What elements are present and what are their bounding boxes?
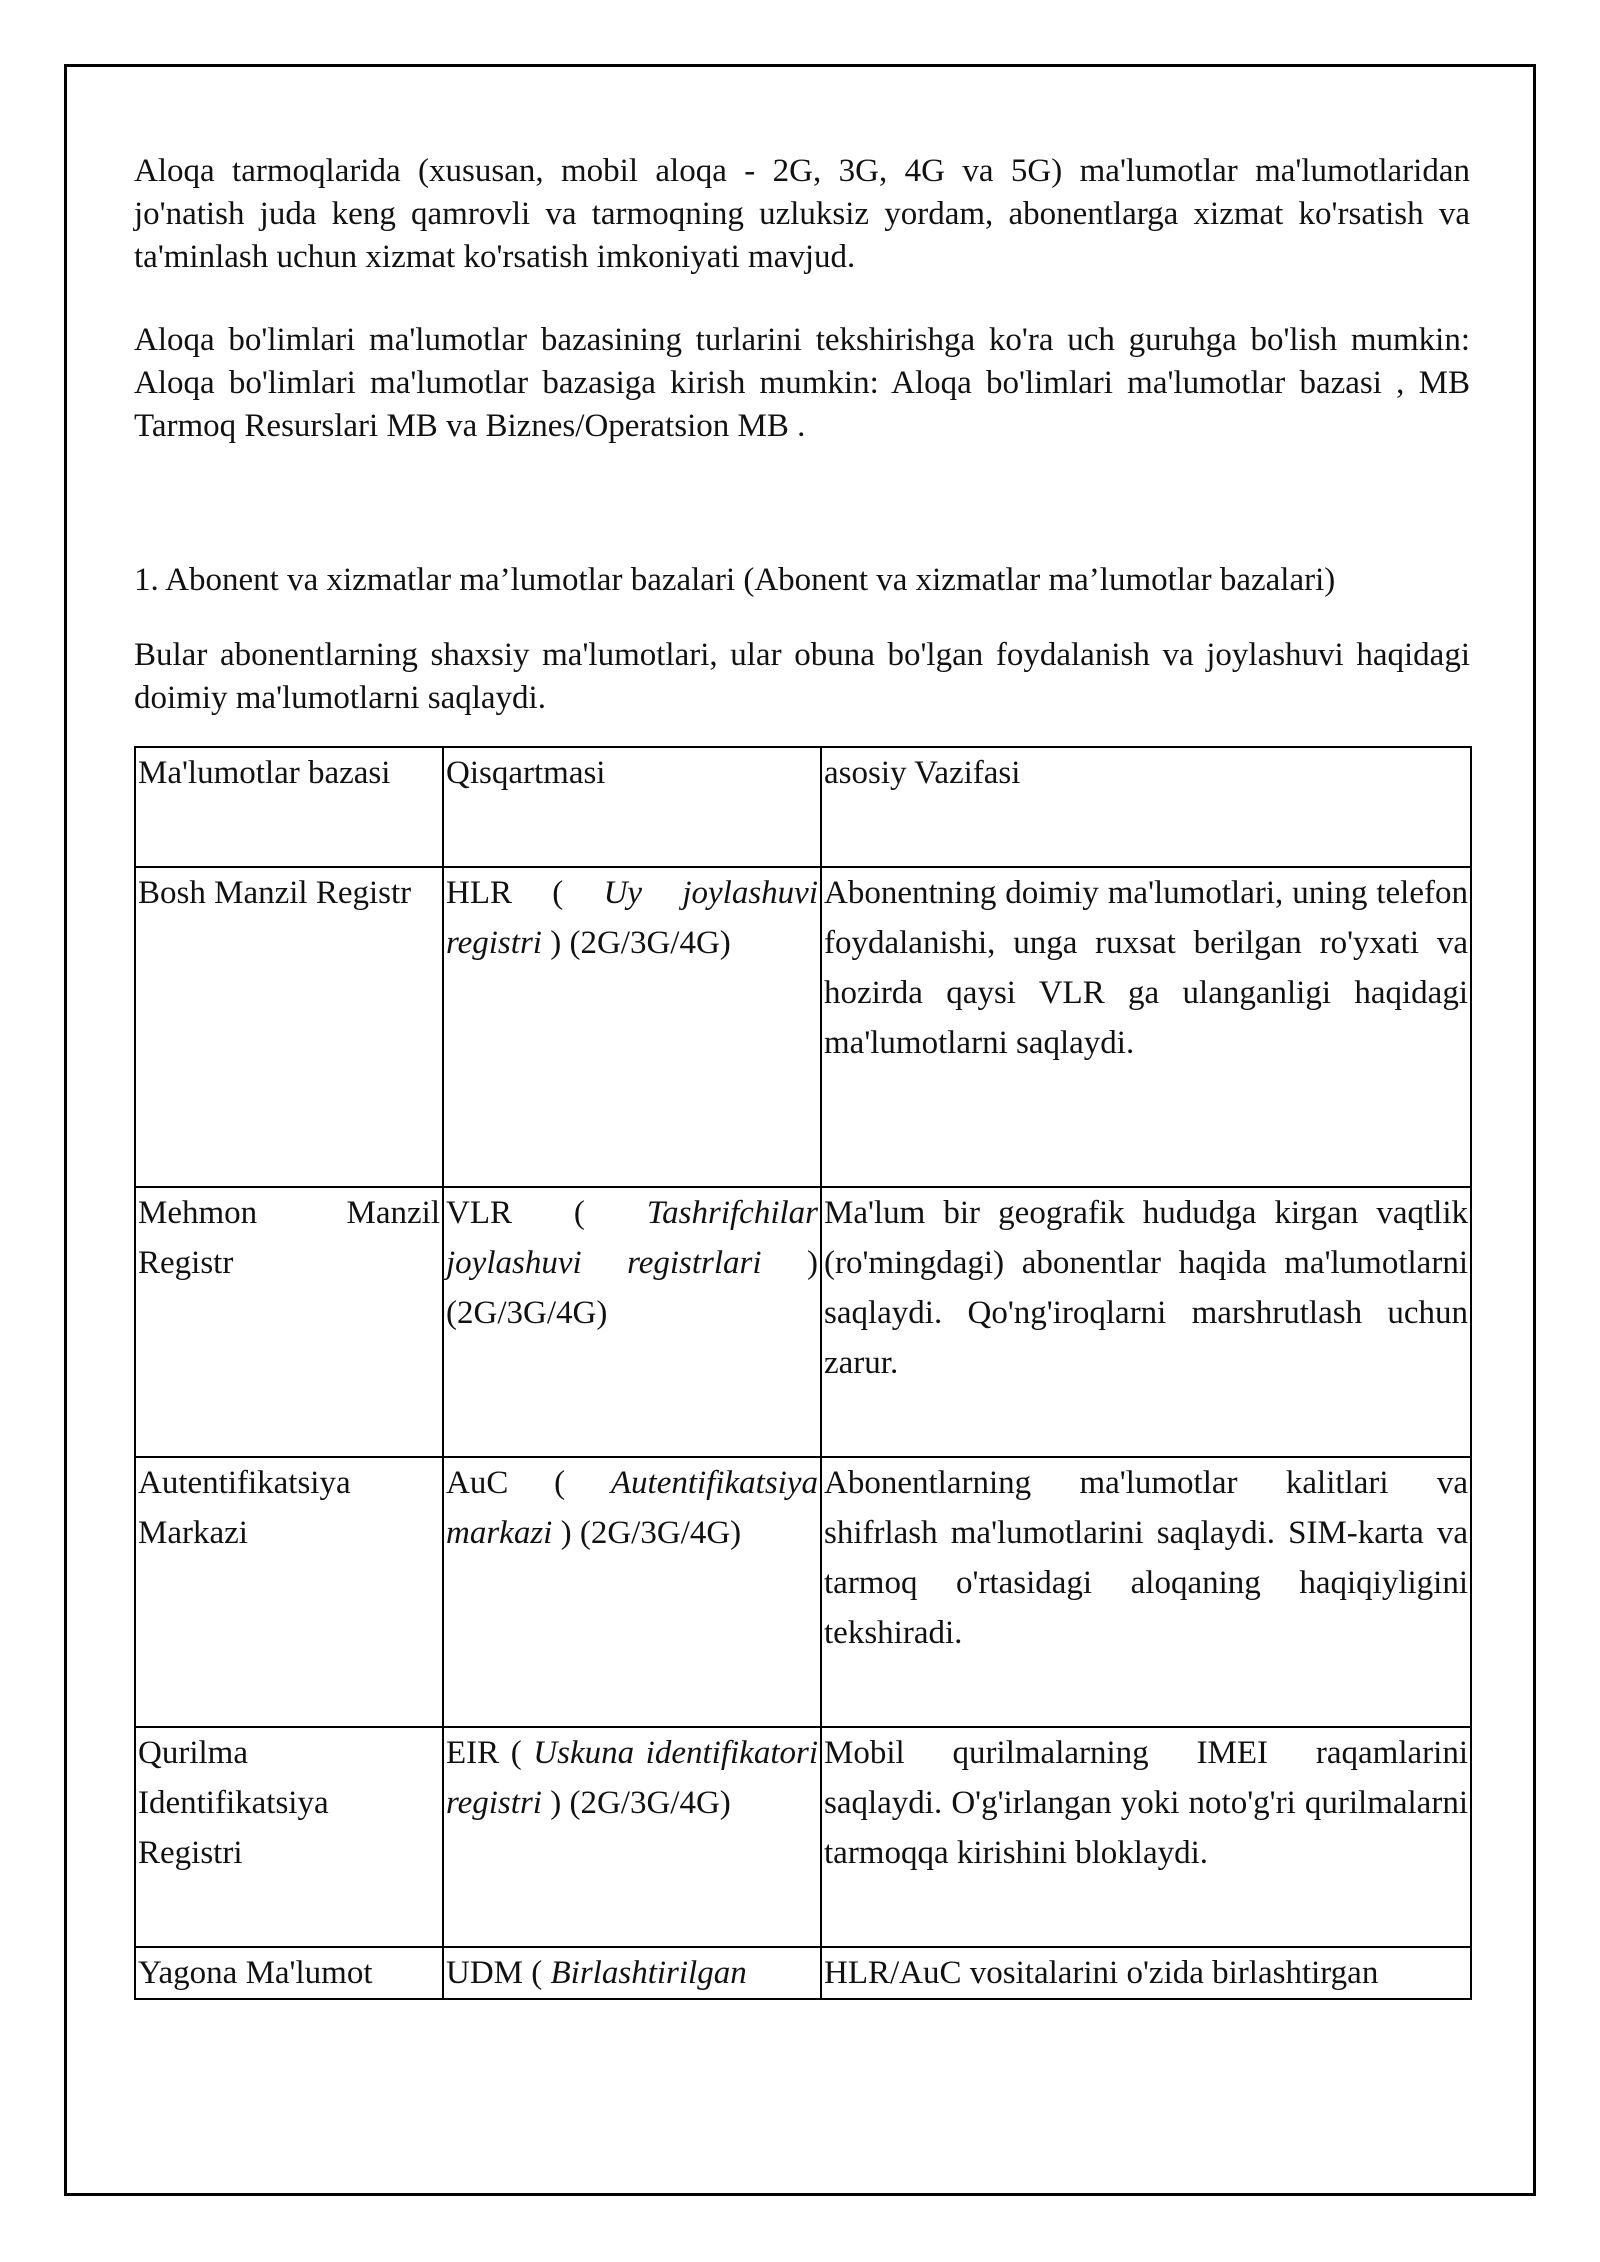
- cell-abbreviation: [443, 1727, 821, 1947]
- abbr-close: ) (2G/3G/4G): [446, 1245, 818, 1331]
- name-text: Mehmon Manzil Registr: [138, 1195, 440, 1281]
- cell-name: [135, 1947, 443, 1999]
- header-cell-database: Ma'lumotlar bazasi: [135, 747, 443, 867]
- name-text: Autentifikatsiya Markazi: [138, 1465, 351, 1551]
- table-row: [135, 1187, 1471, 1457]
- abbr-full: Birlashtirilgan: [550, 1955, 747, 1991]
- name-text: Yagona Ma'lumot: [138, 1955, 373, 1991]
- abbr-open: (: [523, 1955, 551, 1991]
- section-heading: 1. Abonent va xizmatlar ma’lumotlar bazalari (Abonent va xizmatlar ma’lumotlar bazalari): [134, 562, 1336, 598]
- table-header-row: [135, 747, 1471, 867]
- name-text: Bosh Manzil Registr: [138, 875, 412, 911]
- table-row: [135, 1727, 1471, 1947]
- abbr-full: Tashrifchilar joylashuvi registrlari: [446, 1195, 818, 1281]
- intro-paragraph: Aloqa tarmoqlarida (xususan, mobil aloqa - 2G, 3G, 4G va 5G) ma'lumotlar ma'lumotlaridan jo'natish juda keng qamrovli va tarmoqning uzluksiz yordam, abonentlarga xizmat ko'rsatish va ta'minlash uchun xizmat ko'rsatish imkoniyati mavjud.: [134, 153, 1470, 275]
- cell-abbreviation: [443, 867, 821, 1187]
- document-body: [134, 150, 1470, 2000]
- abbr-full: Autentifikatsiya markazi: [446, 1465, 818, 1551]
- table-row: [135, 1457, 1471, 1727]
- name-text: Qurilma Identifikatsiya Registri: [138, 1735, 329, 1871]
- cell-name: [135, 1727, 443, 1947]
- function-text: Abonentning doimiy ma'lumotlari, uning telefon foydalanishi, unga ruxsat berilgan ro'yxati va hozirda qaysi VLR ga ulanganligi haqidagi ma'lumotlarni saqlaydi.: [824, 875, 1468, 1061]
- abbr-code: EIR: [446, 1735, 500, 1771]
- header-cell-abbreviation: Qisqartmasi: [443, 747, 821, 867]
- cell-function: [821, 1457, 1471, 1727]
- abbr-open: (: [512, 1195, 647, 1231]
- abbr-code: HLR: [446, 875, 512, 911]
- cell-function: [821, 1187, 1471, 1457]
- abbr-close: ) (2G/3G/4G): [541, 925, 731, 961]
- cell-abbreviation: [443, 1457, 821, 1727]
- abbr-full: Uy joylashuvi registri: [446, 875, 818, 961]
- cell-function: [821, 867, 1471, 1187]
- classification-paragraph: Aloqa bo'limlari ma'lumotlar bazasining turlarini tekshirishga ko'ra uch guruhga bo'lish mumkin: Aloqa bo'limlari ma'lumotlar bazasiga kirish mumkin: Aloqa bo'limlari ma'lumotlar bazasi , MB Tarmoq Resurslari MB va Biznes/Operatsion MB .: [134, 322, 1470, 444]
- cell-name: [135, 1457, 443, 1727]
- abbr-open: (: [508, 1465, 611, 1501]
- database-table: [134, 746, 1472, 2000]
- section-description: Bular abonentlarning shaxsiy ma'lumotlari, ular obuna bo'lgan foydalanish va joylashuvi haqidagi doimiy ma'lumotlarni saqlaydi.: [134, 637, 1470, 716]
- cell-abbreviation: [443, 1187, 821, 1457]
- table-row: [135, 1947, 1471, 1999]
- function-text: HLR/AuC vositalarini o'zida birlashtirgan: [824, 1955, 1379, 1991]
- abbr-code: UDM: [446, 1955, 524, 1991]
- abbr-open: (: [499, 1735, 534, 1771]
- function-text: Abonentlarning ma'lumotlar kalitlari va shifrlash ma'lumotlarini saqlaydi. SIM-karta va tarmoq o'rtasidagi aloqaning haqiqiyligini tekshiradi.: [824, 1465, 1468, 1651]
- abbr-full: Uskuna identifikatori registri: [446, 1735, 818, 1821]
- function-text: Mobil qurilmalarning IMEI raqamlarini saqlaydi. O'g'irlangan yoki noto'g'ri qurilmalarni tarmoqqa kirishini bloklaydi.: [824, 1735, 1468, 1871]
- abbr-code: VLR: [446, 1195, 512, 1231]
- abbr-open: (: [512, 875, 604, 911]
- table-row: [135, 867, 1471, 1187]
- abbr-close: ) (2G/3G/4G): [552, 1515, 742, 1551]
- abbr-code: AuC: [446, 1465, 509, 1501]
- cell-abbreviation: [443, 1947, 821, 1999]
- abbr-close: ) (2G/3G/4G): [541, 1785, 731, 1821]
- cell-function: [821, 1727, 1471, 1947]
- cell-name: [135, 1187, 443, 1457]
- cell-function: [821, 1947, 1471, 1999]
- function-text: Ma'lum bir geografik hududga kirgan vaqtlik (ro'mingdagi) abonentlar haqida ma'lumotlarni saqlaydi. Qo'ng'iroqlarni marshrutlash uchun zarur.: [824, 1195, 1468, 1381]
- cell-name: [135, 867, 443, 1187]
- header-cell-function: asosiy Vazifasi: [821, 747, 1471, 867]
